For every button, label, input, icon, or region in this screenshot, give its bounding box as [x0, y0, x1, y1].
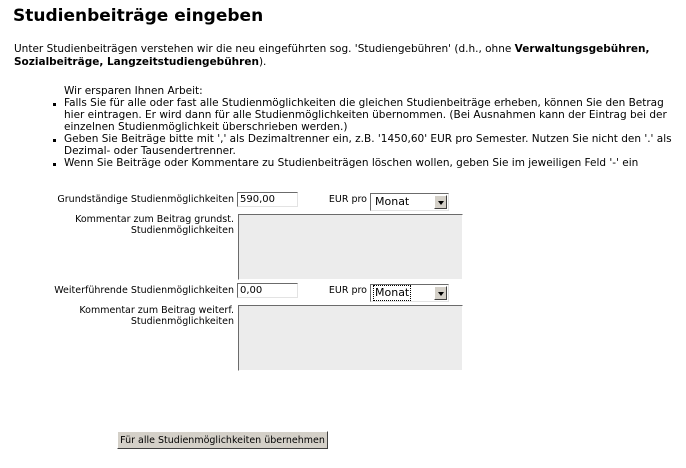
- grund-amount-input[interactable]: 590,00: [237, 192, 298, 207]
- weiter-period-value: Monat: [375, 286, 410, 299]
- bullet-icon: [53, 139, 56, 142]
- hint-text: Falls Sie für alle oder fast alle Studienmöglichkeiten die gleichen Studienbeiträge erheben, können Sie den Betrag hier eintragen. Er wird dann für alle Studienmöglichkeiten übernommen. (Bei Ausnahmen kann der Eintrag bei der einzelnen Studienmöglichkeit überschrieben werden.): [64, 97, 667, 133]
- grund-period-value: Monat: [375, 195, 410, 208]
- intro-paragraph: [14, 43, 686, 69]
- grund-period-select[interactable]: [370, 193, 449, 211]
- hint-list: [53, 97, 686, 169]
- weiter-comment-label-line1: Kommentar zum Beitrag weiterf.: [79, 305, 234, 316]
- grund-comment-label-line1: Kommentar zum Beitrag grundst.: [75, 214, 234, 225]
- list-item: [53, 97, 686, 133]
- weiter-currency-label: EUR pro: [328, 285, 367, 296]
- weiter-period-select[interactable]: [370, 284, 449, 302]
- arbeit-heading: Wir ersparen Ihnen Arbeit:: [64, 85, 203, 97]
- intro-bold: Verwaltungsgebühren, Sozialbeiträge, Langzeitstudiengebühren: [14, 43, 650, 68]
- hint-text: Geben Sie Beiträge bitte mit ',' als Dezimaltrenner ein, z.B. '1450,60' EUR pro Semester. Nutzen Sie nicht den '.' als Dezimal- oder Tausendertrenner.: [64, 133, 672, 157]
- list-item: [53, 157, 686, 169]
- bullet-icon: [53, 103, 56, 106]
- intro-text: Unter Studienbeiträgen verstehen wir die neu eingeführten sog. 'Studiengebühren' (d.h., ohne: [14, 43, 515, 55]
- weiter-amount-label: Weiterführende Studienmöglichkeiten: [54, 285, 234, 296]
- page-title: Studienbeiträge eingeben: [13, 6, 264, 26]
- grund-comment-textarea[interactable]: [238, 214, 463, 280]
- apply-all-button[interactable]: Für alle Studienmöglichkeiten übernehmen: [117, 431, 328, 449]
- weiter-comment-label-line2: Studienmöglichkeiten: [130, 316, 234, 327]
- hint-text: Wenn Sie Beiträge oder Kommentare zu Studienbeiträgen löschen wollen, geben Sie im jeweiligen Feld '-' ein: [64, 157, 639, 169]
- intro-end: ).: [258, 56, 267, 68]
- weiter-comment-label: [40, 305, 234, 327]
- bullet-icon: [53, 163, 56, 166]
- grund-currency-label: EUR pro: [328, 194, 367, 205]
- weiter-comment-textarea[interactable]: [238, 305, 463, 371]
- grund-amount-label: Grundständige Studienmöglichkeiten: [57, 194, 234, 205]
- weiter-amount-input[interactable]: 0,00: [237, 283, 298, 298]
- list-item: [53, 133, 686, 157]
- chevron-down-icon[interactable]: [434, 195, 447, 209]
- chevron-down-icon[interactable]: [434, 286, 447, 300]
- grund-comment-label: [40, 214, 234, 236]
- grund-comment-label-line2: Studienmöglichkeiten: [130, 225, 234, 236]
